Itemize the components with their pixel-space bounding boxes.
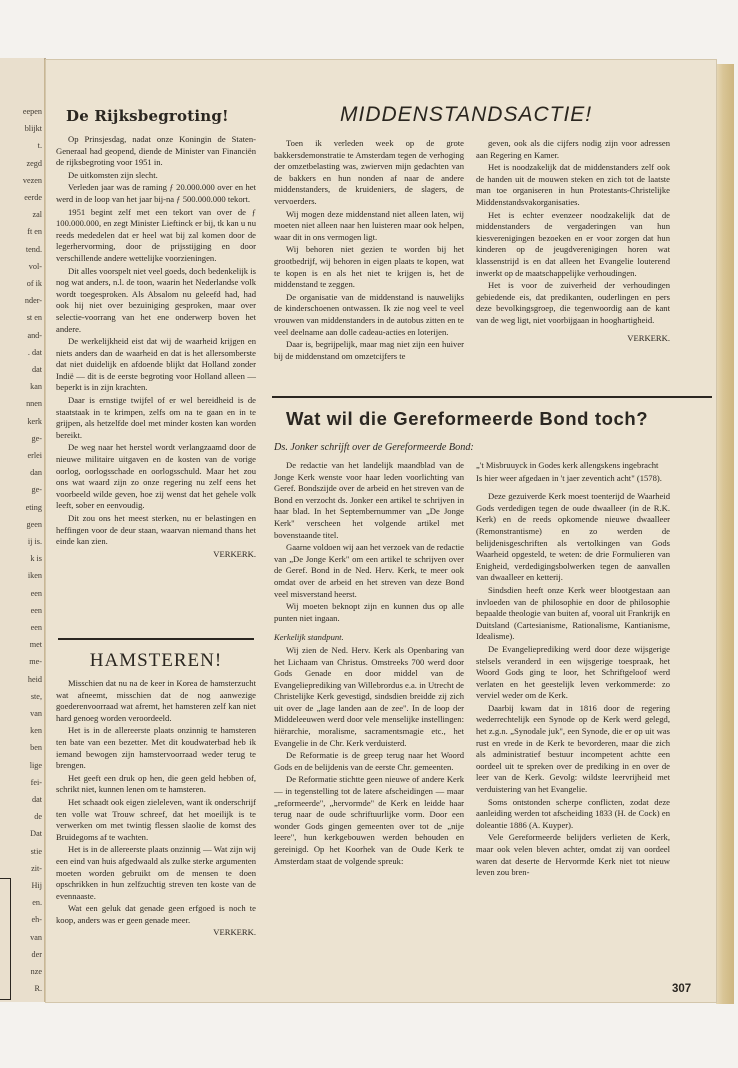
gereformeerde-bond-paragraph: Sindsdien heeft onze Kerk weer blootgestaan aan invloeden van de philosophie en door de philosophie bepaalde theologie van buiten af, vooral uit Frankrijk en Duitsland (Cartesianisme, Rationalisme, Kantianisme, Idealisme).	[476, 584, 670, 642]
middenstandsactie-paragraph: Daar is, begrijpelijk, maar mag niet zijn een huiver bij de middenstand om omzetcijfers te	[274, 339, 464, 361]
middenstandsactie-signature: VERKERK.	[627, 332, 670, 343]
middenstandsactie-column-1	[274, 138, 464, 363]
prev-page-text-fragment: vol-	[28, 261, 42, 271]
hamsteren-title: HAMSTEREN!	[89, 650, 223, 671]
prev-page-text-fragment: iken	[27, 571, 42, 581]
prev-page-text-fragment: st en	[26, 313, 42, 323]
middenstandsactie-title: MIDDENSTANDSACTIE!	[340, 103, 593, 126]
gereformeerde-bond-paragraph: Wij zien de Ned. Herv. Kerk als Openbaring van het Lichaam van Christus. Omstreeks 700 werd door Gods Genade en door middel van de Evangelieprediking van Willebrordus e.a. in Utrecht de Christelijke Kerk gevestigd, sindsdien breidde zij zich uit over de „lage landen aan de zee". In de loop der Middeleeuwen werd door vele menselijke instellingen: hiërarchie, moralisme, sacramentsmagie etc., het Evangelie in de Chr. Kerk verduisterd.	[274, 644, 464, 748]
prev-page-text-fragment: lige	[29, 760, 42, 770]
prev-page-text-fragment: fei-	[30, 777, 42, 787]
prev-page-text-fragment: tend.	[25, 244, 42, 254]
hamsteren-article	[56, 678, 256, 941]
middenstandsactie-paragraph: Wij behoren niet gezien te worden bij het grootbedrijf, wij behoren in eigen plaats te kopen, wat te kopen is en als het niet te krijgen is, het de middenstand te zeggen.	[274, 244, 464, 290]
gereformeerde-bond-subtitle: Ds. Jonker schrijft over de Gereformeerde Bond:	[274, 442, 474, 453]
prev-page-text-fragment: dat	[31, 795, 42, 804]
prev-page-text-fragment: k is	[30, 554, 42, 564]
rijksbegroting-paragraph: Op Prinsjesdag, nadat onze Koningin de Staten-Generaal had geopend, diende de Minister van Financiën de rijksbegroting voor 1951 in.	[56, 134, 256, 168]
prev-page-text-fragment: zegd	[26, 158, 42, 168]
middenstandsactie-paragraph: Het is noodzakelijk dat de middenstanders zelf ook de handen uit de mouwen steken en zich tot de laatste man toe organiseren in hun Protestants-Christelijke Middenstandsvakorganisaties.	[476, 162, 670, 207]
gereformeerde-bond-paragraph: Soms ontstonden scherpe conflicten, zodat deze aanleiding werden tot afscheiding 1833 (H. de Cock) en doleantie 1886 (A. Kuyper).	[476, 796, 670, 830]
middenstandsactie-paragraph: geven, ook als die cijfers nodig zijn voor adressen aan Regering en Kamer.	[476, 138, 670, 160]
gereformeerde-bond-paragraph: De Reformatie is de greep terug naar het Woord Gods en de belijdenis van de eerste Chr. gemeenten.	[274, 750, 464, 772]
hamsteren-rule	[58, 638, 254, 640]
gereformeerde-bond-paragraph: De Evangelieprediking werd door deze wijsgerige stelsels veranderd in een wijsgerige toespraak, het Woord Gods ging te loor, het Schriftgeloof werd verlaten en het geestelijk leven verkommerde: zo verviel weder om de Kerk.	[476, 643, 670, 701]
prev-page-text-fragment: ge-	[31, 485, 42, 495]
koorhek-quote-line: Is hier weer afgedaen in 't jaer zeventich acht" (1578).	[476, 472, 662, 483]
prev-page-text-fragment: eting	[25, 502, 42, 512]
rijksbegroting-paragraph: Daar is ernstige twijfel of er wel bereidheid is de staatstaak in te krimpen, zelfs om na te gaan en in te grijpen, als hetzelfde doel met minder kosten kan worden bereikt.	[56, 395, 256, 440]
gereformeerde-bond-paragraph: Wij moeten beknopt zijn en kunnen dus op alle punten niet ingaan.	[274, 601, 464, 623]
prev-page-text-fragment: kan	[30, 382, 42, 392]
gereformeerde-bond-paragraph: Vele Gereformeerde belijders verlieten de Kerk, maar ook velen bleven achter, omdat zij van oordeel waren dat deserte de Hervormde Kerk niet tot nieuw leven zou bren-	[476, 832, 670, 878]
gereformeerde-bond-paragraph: Gaarne voldoen wij aan het verzoek van de redactie van „De Jonge Kerk" om een artikel te schrijven over de Geref. Bond in de Ned. Herv. Kerk, te meer ook omdat over de arbeid en het streven van deze Bond veel misverstand heerst.	[274, 542, 464, 599]
prev-page-text-fragment: een	[30, 623, 42, 632]
rijksbegroting-paragraph: De werkelijkheid eist dat wij de waarheid krijgen en niets anders dan de waarheid en dat is het allersomberste dat niet duidelijk en afdoende blijkt dat Holland zonder Indië — dit is de eerste begroting voor Holland alleen — beperkt is in zijn krachten.	[56, 336, 256, 393]
hamsteren-paragraph: Het is in de allereerste plaats onzinnig — Wat zijn wij een eind van huis afgedwaald als zulke sterke argumenten moeten worden gebruikt om de mensen te doen opschrikken in hun zelfzuchtig streven ten koste van de evennaaste.	[56, 844, 256, 901]
gereformeerde-bond-paragraph: Deze gezuiverde Kerk moest toenterijd de Waarheid Gods verdedigen tegen de oude dwaalleer (in de R.K. Kerk) en de reeds opkomende nieuwe dwaalleer (Remonstrantisme) en zo werden de belijdenisgeschriften als vertolkingen van Gods Waarheid opgesteld, te weten: de drie Formulieren van Enigheid, verdedigingsbolwerken tegen de aanvallen van dwaalleer en ketterij.	[476, 491, 670, 583]
prev-page-text-fragment: eh-	[31, 915, 42, 925]
rijksbegroting-paragraph: De weg naar het herstel wordt verlangzaamd door de nieuwe militaire uitgaven en de kosten van de vorige oorlog, oorlogsschade en oorlogsschuld. Maar het zou ons wat waard zijn zo onze regering nu zelf eens het voorbeeld wilde geven, hoe zij wenst dat het gehele volk leeft, sober en eenvoudig.	[56, 442, 256, 511]
middenstandsactie-paragraph: Het is voor de zuiverheid der verhoudingen gebiedende eis, dat predikanten, ouderlingen en pers deze bevolkingsgroep, die tegenwoordig aan de kant van de weg ligt, niet voorbijgaan in hooghartigheid.	[476, 280, 670, 325]
prev-page-text-fragment: ij is.	[27, 537, 42, 546]
prev-page-text-fragment: eerde	[24, 193, 42, 202]
gereformeerde-bond-paragraph: De redactie van het landelijk maandblad van de Jonge Kerk wenste voor haar leden voorlichting van Geref. Bondszijde over de arbeid en het streven van de Bond en verzocht ds. Jonker een artikel te schrijven in haar blad. In het Septembernummer van „De Jonge Kerk" verscheen het volgende artikel met bovenstaande titel.	[274, 460, 464, 540]
prev-page-text-fragment: van	[30, 709, 42, 718]
prev-page-text-fragment: geen	[26, 519, 42, 529]
prev-page-text-fragment: Dat	[30, 829, 42, 839]
prev-page-text-fragment: nnen	[26, 399, 42, 409]
prev-page-text-fragment: ben	[30, 743, 42, 753]
hamsteren-paragraph: Het geeft een druk op hen, die geen geld hebben of, schrikt niet, kunnen lenen om te hamsteren.	[56, 772, 256, 795]
prev-page-text-fragment: een	[30, 588, 42, 598]
prev-page-text-fragment: en.	[32, 898, 42, 908]
rijksbegroting-paragraph: Dit zou ons het meest sterken, nu er belastingen en heffingen voor de deur staan, waarvan niemand thans het einde kan zien.	[56, 513, 256, 547]
prev-page-text-fragment: ken	[30, 726, 42, 736]
prev-page-text-fragment: met	[29, 640, 42, 650]
prev-page-text-fragment: een	[30, 605, 42, 615]
prev-page-text-fragment: eepen	[22, 107, 42, 116]
prev-page-text-fragment: dat	[31, 365, 42, 374]
prev-page-text-fragment: t.	[37, 141, 42, 151]
rijksbegroting-paragraph: 1951 begint zelf met een tekort van over de ƒ 100.000.000, en zegt Minister Lieftinck er bij, tk kan u nu reeds mededelen dat er heel wat bij zal komen door de legerhervorming, door de prijsstijging en door verschillende andere wettelijke voorzieningen.	[56, 206, 256, 263]
prev-page-text-fragment: kerk	[27, 416, 42, 426]
prev-page-text-fragment: ft en	[27, 227, 42, 237]
middenstandsactie-paragraph: Toen ik verleden week op de grote bakkersdemonstratie te Amsterdam tegen de verhoging der omzetbelasting was, zwierven mijn gedachten van de bakkers en hun nonden af naar de andere middenstanders, de kruideniers, de slagers, de vervoerders.	[274, 138, 464, 206]
previous-page-edge	[0, 58, 46, 1002]
gereformeerde-bond-paragraph: Daarbij kwam dat in 1816 door de regering wederrechtelijk een Synode op de Kerk werd gelegd, het z.g.n. „Synodale juk", een Synode, die er op uit was rust en vrede in de Kerk te bevorderen, maar die zich als administratief bestuur incompetent achtte een oordeel uit te spreken over de prediking in en over de leer van de Kerk. Gevolg: wildste leervrijheid met verduistering van het Evangelie.	[476, 702, 670, 795]
prev-page-text-fragment: me-	[29, 657, 42, 667]
prev-page-text-fragment: de	[34, 812, 42, 822]
prev-page-text-fragment: vezen	[22, 175, 42, 185]
prev-page-text-fragment: van	[30, 932, 42, 942]
hamsteren-paragraph: Het is in de allereerste plaats onzinnig te hamsteren ten bate van een bezetter. Met dit koudwaterbad heb ik iemand bewogen zijn hamstervoorraad weder terug te brengen.	[56, 725, 256, 771]
rijksbegroting-article	[56, 134, 256, 562]
middenstandsactie-paragraph: Het is echter evenzeer noodzakelijk dat de middenstanders de vergaderingen van hun kiesverenigingen bezoeken en er voor zorgen dat hun kinderen op de jeugdverenigingen horen wat klassenstrijd is en dat alleen het Evangelie louterend inwerkt op de maatschappelijke verhoudingen.	[476, 209, 670, 278]
hamsteren-signature: VERKERK.	[213, 927, 256, 938]
kerkelijk-standpunt-heading: Kerkelijk standpunt.	[274, 632, 344, 643]
page-number: 307	[672, 983, 692, 995]
prev-page-text-fragment: dan	[30, 468, 42, 478]
prev-page-text-fragment: zal	[32, 210, 42, 220]
rijksbegroting-paragraph: Dit alles voorspelt niet veel goeds, doch bedenkelijk is nog wat anders, n.l. de toon, waarin het Nederlandse volk wordt toegesproken. Als Absalom nu geleefd had, had ook hij niet over bezuiniging gesproken, maar over selectie-voorrang van het ene onderwerp boven het andere.	[56, 265, 256, 334]
middenstandsactie-paragraph: De organisatie van de middenstand is nauwelijks de kinderschoenen ontwassen. Ik zie nog veel te veel vrouwen van middenstanders in de autobus zitten en te veel deelname aan dolle cadeau-acties en loterijen.	[274, 291, 464, 337]
prev-page-text-fragment: Hij	[31, 881, 42, 890]
gereformeerde-bond-column-1	[274, 460, 464, 868]
rijksbegroting-paragraph: Verleden jaar was de raming ƒ 20.000.000 over en het werd in de loop van het jaar bij-na ƒ 500.000.000 tekort.	[56, 182, 256, 204]
middenstandsactie-paragraph: Wij mogen deze middenstand niet alleen laten, wij moeten niet alleen naar hen luisteren maar ook helpen, waar dit in ons vermogen ligt.	[274, 208, 464, 242]
rijksbegroting-title: De Rijksbegroting!	[66, 107, 229, 125]
page-stack-edge	[716, 64, 734, 1004]
hamsteren-paragraph: Misschien dat nu na de keer in Korea de hamsterzucht wat afneemt, misschien dat de nog aanwezige goederenvoorraad wat afremt, het hamsteren zelf kan niet hard genoeg worden veroordeeld.	[56, 678, 256, 723]
prev-page-text-fragment: erlei	[27, 451, 42, 460]
rijksbegroting-signature: VERKERK.	[213, 548, 256, 559]
gereformeerde-bond-column-2	[476, 460, 670, 880]
gereformeerde-bond-paragraph: De Reformatie stichtte geen nieuwe of andere Kerk — in tegenstelling tot de latere afscheidingen — maar „reformeerde", „hervormde" de Kerk en leidde haar terug naar de oude schriftuurlijke vorm. Door een wonder Gods gingen gemeenten over tot de „nije leere", hun kerkgebouwen werden behouden en gereinigd. Op het Koorhek van de Oude Kerk te Amsterdam staat de volgende spreuk:	[274, 774, 464, 866]
prev-page-text-fragment: ge-	[31, 433, 42, 443]
prev-page-text-fragment: blijkt	[24, 124, 42, 134]
prev-page-box	[0, 878, 11, 1000]
koorhek-quote-line: „'t Misbruuyck in Godes kerk allengskens ingebracht	[476, 460, 659, 470]
hamsteren-paragraph: Het schaadt ook eigen zieleleven, want ik onderschrijf ten volle wat Trouw schreef, dat het moeilijk is te verwerken om met twintig flessen slaolie de komst des Bruidegoms af te wachten.	[56, 796, 256, 842]
prev-page-text-fragment: der	[31, 949, 42, 959]
prev-page-text-fragment: heid	[27, 674, 42, 684]
middenstandsactie-column-2	[476, 138, 670, 346]
gereformeerde-bond-title: Wat wil die Gereformeerde Bond toch?	[286, 408, 649, 429]
gereformeerde-bond-rule	[272, 396, 712, 398]
prev-page-text-fragment: of ik	[26, 279, 42, 288]
prev-page-text-fragment: . dat	[27, 347, 42, 357]
prev-page-text-fragment: ste,	[30, 691, 42, 701]
prev-page-text-fragment: R.	[34, 984, 42, 994]
prev-page-text-fragment: nder-	[24, 296, 42, 306]
rijksbegroting-paragraph: De uitkomsten zijn slecht.	[68, 169, 158, 180]
prev-page-text-fragment: zit-	[31, 863, 42, 873]
hamsteren-paragraph: Wat een geluk dat genade geen erfgoed is noch te koop, anders was er geen genade meer.	[56, 903, 256, 925]
prev-page-text-fragment: stie	[30, 846, 42, 856]
prev-page-text-fragment: and-	[27, 330, 42, 340]
prev-page-text-fragment: nze	[30, 967, 42, 976]
